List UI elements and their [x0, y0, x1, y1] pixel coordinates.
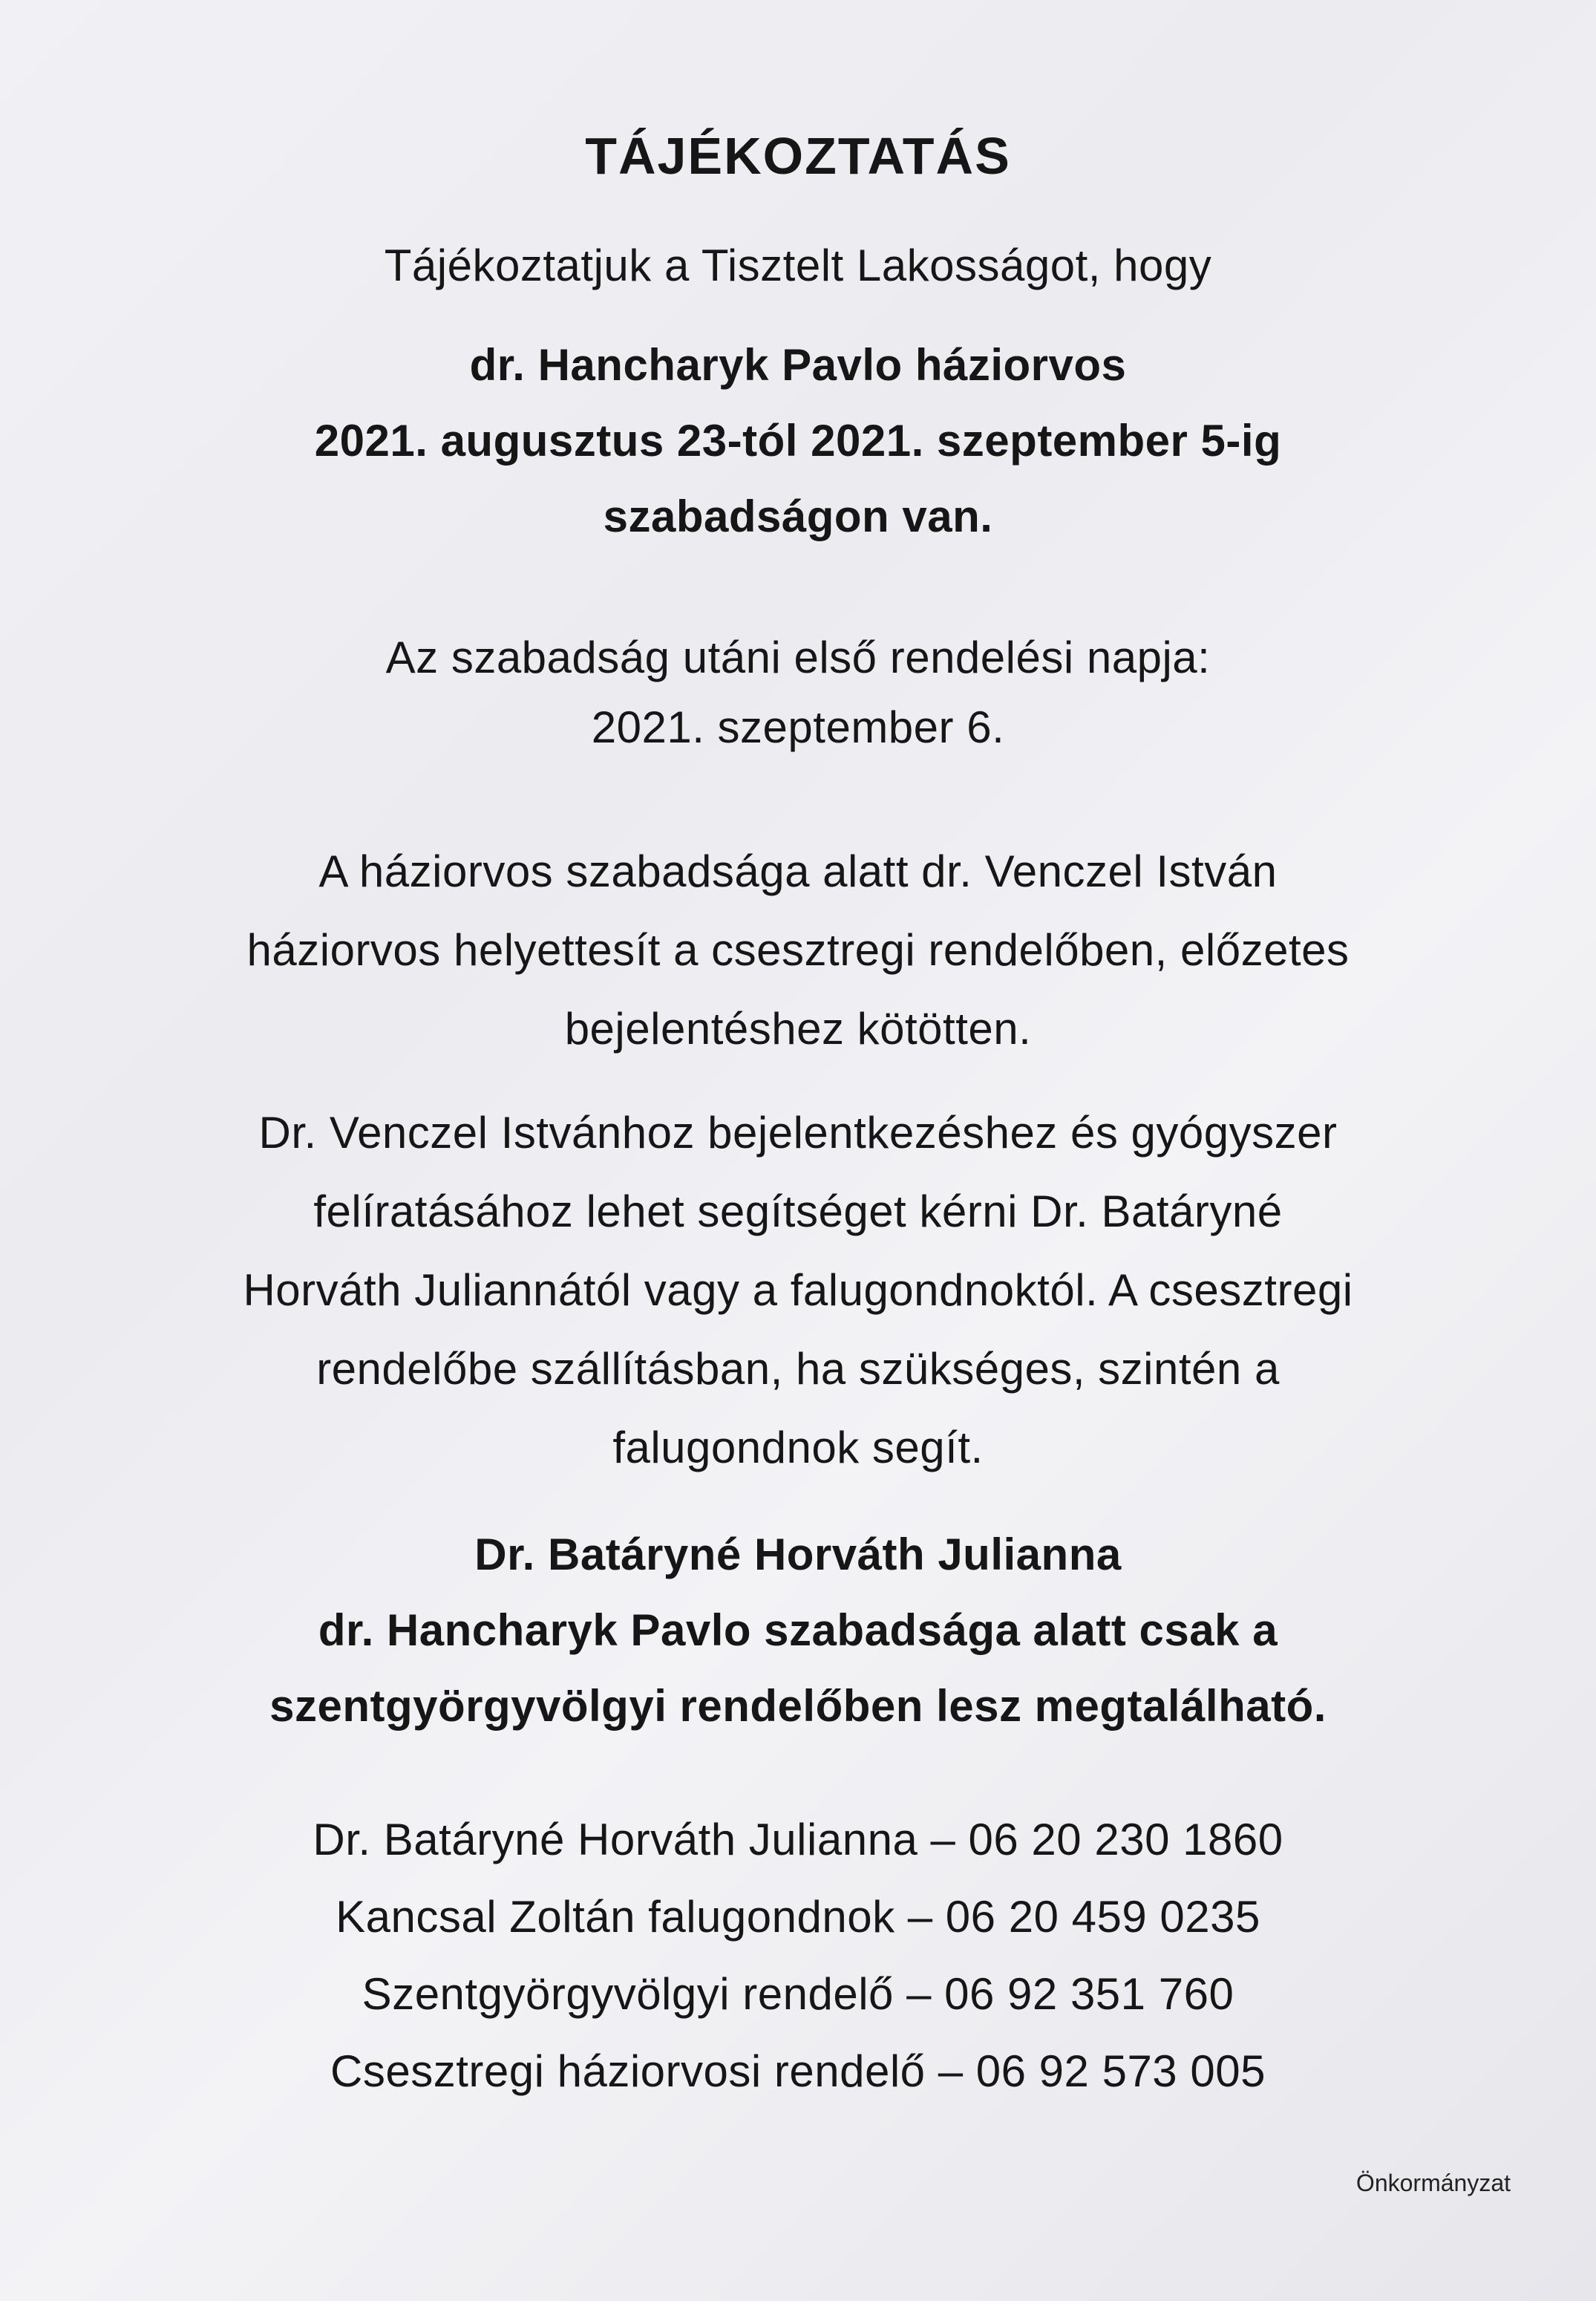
first-day-line-2: 2021. szeptember 6. — [591, 702, 1005, 752]
location-line-3: szentgyörgyvölgyi rendelőben lesz megtalálható. — [269, 1681, 1327, 1731]
location-line-2: dr. Hancharyk Pavlo szabadsága alatt csak a — [318, 1605, 1278, 1655]
help-line-3: Horváth Juliannától vagy a falugondnoktól. A csesztregi — [243, 1265, 1353, 1315]
help-line-5: falugondnok segít. — [612, 1423, 984, 1472]
contact-line-3: Szentgyörgyvölgyi rendelő – 06 92 351 760 — [362, 1969, 1234, 2019]
signature-label: Önkormányzat — [1355, 2170, 1511, 2196]
contact-line-4: Csesztregi háziorvosi rendelő – 06 92 573 005 — [330, 2046, 1266, 2096]
substitute-line-2: háziorvos helyettesít a csesztregi rendelőben, előzetes — [246, 925, 1350, 975]
substitute-line-1: A háziorvos szabadsága alatt dr. Venczel István — [318, 846, 1278, 896]
contact-line-1: Dr. Batáryné Horváth Julianna – 06 20 230 1860 — [313, 1815, 1283, 1864]
announcement-line-1: dr. Hancharyk Pavlo háziorvos — [469, 340, 1127, 390]
substitute-line-3: bejelentéshez kötötten. — [564, 1004, 1032, 1054]
announcement-line-3: szabadságon van. — [603, 492, 993, 541]
help-line-4: rendelőbe szállításban, ha szükséges, szintén a — [316, 1344, 1280, 1394]
help-line-1: Dr. Venczel Istvánhoz bejelentkezéshez és gyógyszer — [258, 1108, 1338, 1158]
intro-line: Tájékoztatjuk a Tisztelt Lakosságot, hogy — [384, 241, 1212, 290]
location-line-1: Dr. Batáryné Horváth Julianna — [474, 1530, 1122, 1579]
announcement-line-2: 2021. augusztus 23-tól 2021. szeptember 5-ig — [314, 416, 1282, 466]
contact-line-2: Kancsal Zoltán falugondnok – 06 20 459 0235 — [336, 1892, 1260, 1942]
help-line-2: felíratásához lehet segítséget kérni Dr. Batáryné — [313, 1187, 1283, 1236]
first-day-line-1: Az szabadság utáni első rendelési napja: — [385, 633, 1211, 682]
notice-title: TÁJÉKOZTATÁS — [585, 127, 1011, 185]
